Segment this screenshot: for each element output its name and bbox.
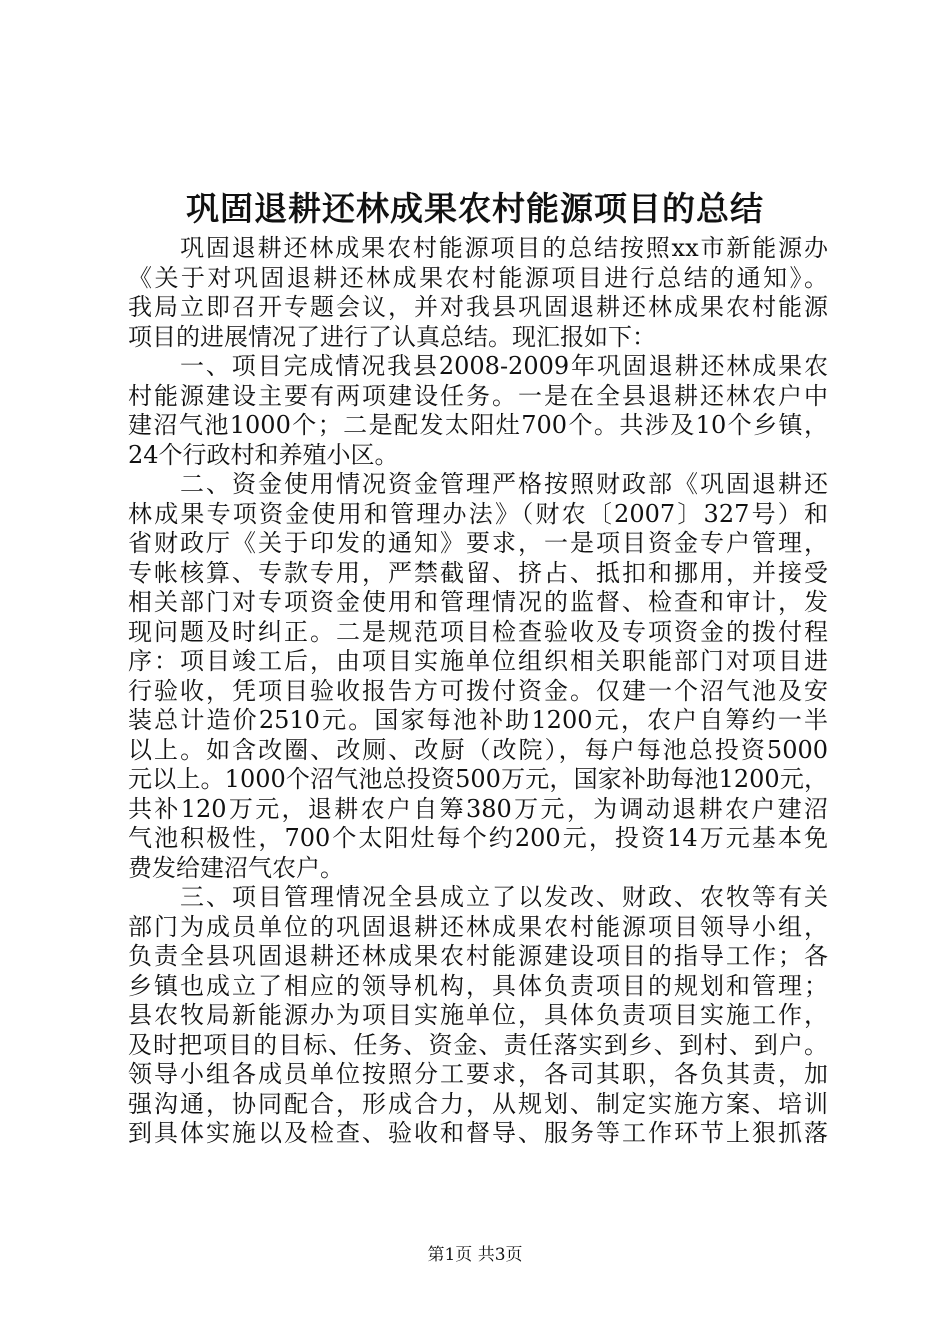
body-line: 项目的进展情况了进行了认真总结。现汇报如下： xyxy=(128,322,656,351)
body-line: 专帐核算、专款专用，严禁截留、挤占、抵扣和挪用，并接受 xyxy=(128,558,828,587)
body-line: 省财政厅《关于印发的通知》要求，一是项目资金专户管理， xyxy=(128,529,828,557)
body-line: 巩固退耕还林成果农村能源项目的总结按照xx市新能源办 xyxy=(180,234,828,262)
body-line: 领导小组各成员单位按照分工要求，各司其职，各负其责，加 xyxy=(128,1060,828,1088)
body-line: 气池积极性，700个太阳灶每个约200元，投资14万元基本免 xyxy=(128,824,828,852)
body-line: 二、资金使用情况资金管理严格按照财政部《巩固退耕还 xyxy=(180,470,828,498)
page-footer xyxy=(0,1244,950,1266)
body-line: 强沟通，协同配合，形成合力，从规划、制定实施方案、培训 xyxy=(128,1089,828,1118)
body-line: 《关于对巩固退耕还林成果农村能源项目进行总结的通知》。 xyxy=(128,263,828,292)
body-line: 建沼气池1000个；二是配发太阳灶700个。共涉及10个乡镇， xyxy=(128,411,828,439)
body-line: 到具体实施以及检查、验收和督导、服务等工作环节上狠抓落 xyxy=(128,1119,828,1147)
document-body xyxy=(128,234,828,1149)
body-line: 装总计造价2510元。国家每池补助1200元，农户自筹约一半 xyxy=(128,706,828,734)
body-line: 共补120万元，退耕农户自筹380万元，为调动退耕农户建沼 xyxy=(128,794,828,823)
body-line: 及时把项目的目标、任务、资金、责任落实到乡、到村、到户。 xyxy=(128,1030,828,1059)
body-line: 元以上。1000个沼气池总投资500万元，国家补助每池1200元， xyxy=(128,765,828,793)
body-line: 费发给建沼气农户。 xyxy=(128,853,344,882)
body-line: 相关部门对专项资金使用和管理情况的监督、检查和审计，发 xyxy=(128,588,828,616)
page-number-label: 第1页 共3页 xyxy=(427,1245,523,1265)
body-line: 以上。如含改圈、改厕、改厨（改院），每户每池总投资5000 xyxy=(128,735,828,764)
body-line: 行验收，凭项目验收报告方可拨付资金。仅建一个沼气池及安 xyxy=(128,676,828,705)
body-line: 三、项目管理情况全县成立了以发改、财政、农牧等有关 xyxy=(180,883,828,911)
body-line: 乡镇也成立了相应的领导机构，具体负责项目的规划和管理； xyxy=(128,971,828,1000)
body-line: 部门为成员单位的巩固退耕还林成果农村能源项目领导小组， xyxy=(128,912,828,941)
body-line: 县农牧局新能源办为项目实施单位，具体负责项目实施工作， xyxy=(128,1001,828,1029)
body-line: 林成果专项资金使用和管理办法》（财农〔2007〕327号）和 xyxy=(128,499,828,528)
body-line: 负责全县巩固退耕还林成果农村能源建设项目的指导工作；各 xyxy=(128,942,828,970)
body-line: 一、项目完成情况我县2008-2009年巩固退耕还林成果农 xyxy=(180,352,828,380)
body-line: 序：项目竣工后，由项目实施单位组织相关职能部门对项目进 xyxy=(128,647,828,675)
body-line: 现问题及时纠正。二是规范项目检查验收及专项资金的拨付程 xyxy=(128,617,828,646)
body-line: 我局立即召开专题会议，并对我县巩固退耕还林成果农村能源 xyxy=(128,293,828,321)
body-line: 24个行政村和养殖小区。 xyxy=(128,440,399,469)
document-title: 巩固退耕还林成果农村能源项目的总结 xyxy=(186,189,764,228)
body-line: 村能源建设主要有两项建设任务。一是在全县退耕还林农户中 xyxy=(128,381,828,410)
